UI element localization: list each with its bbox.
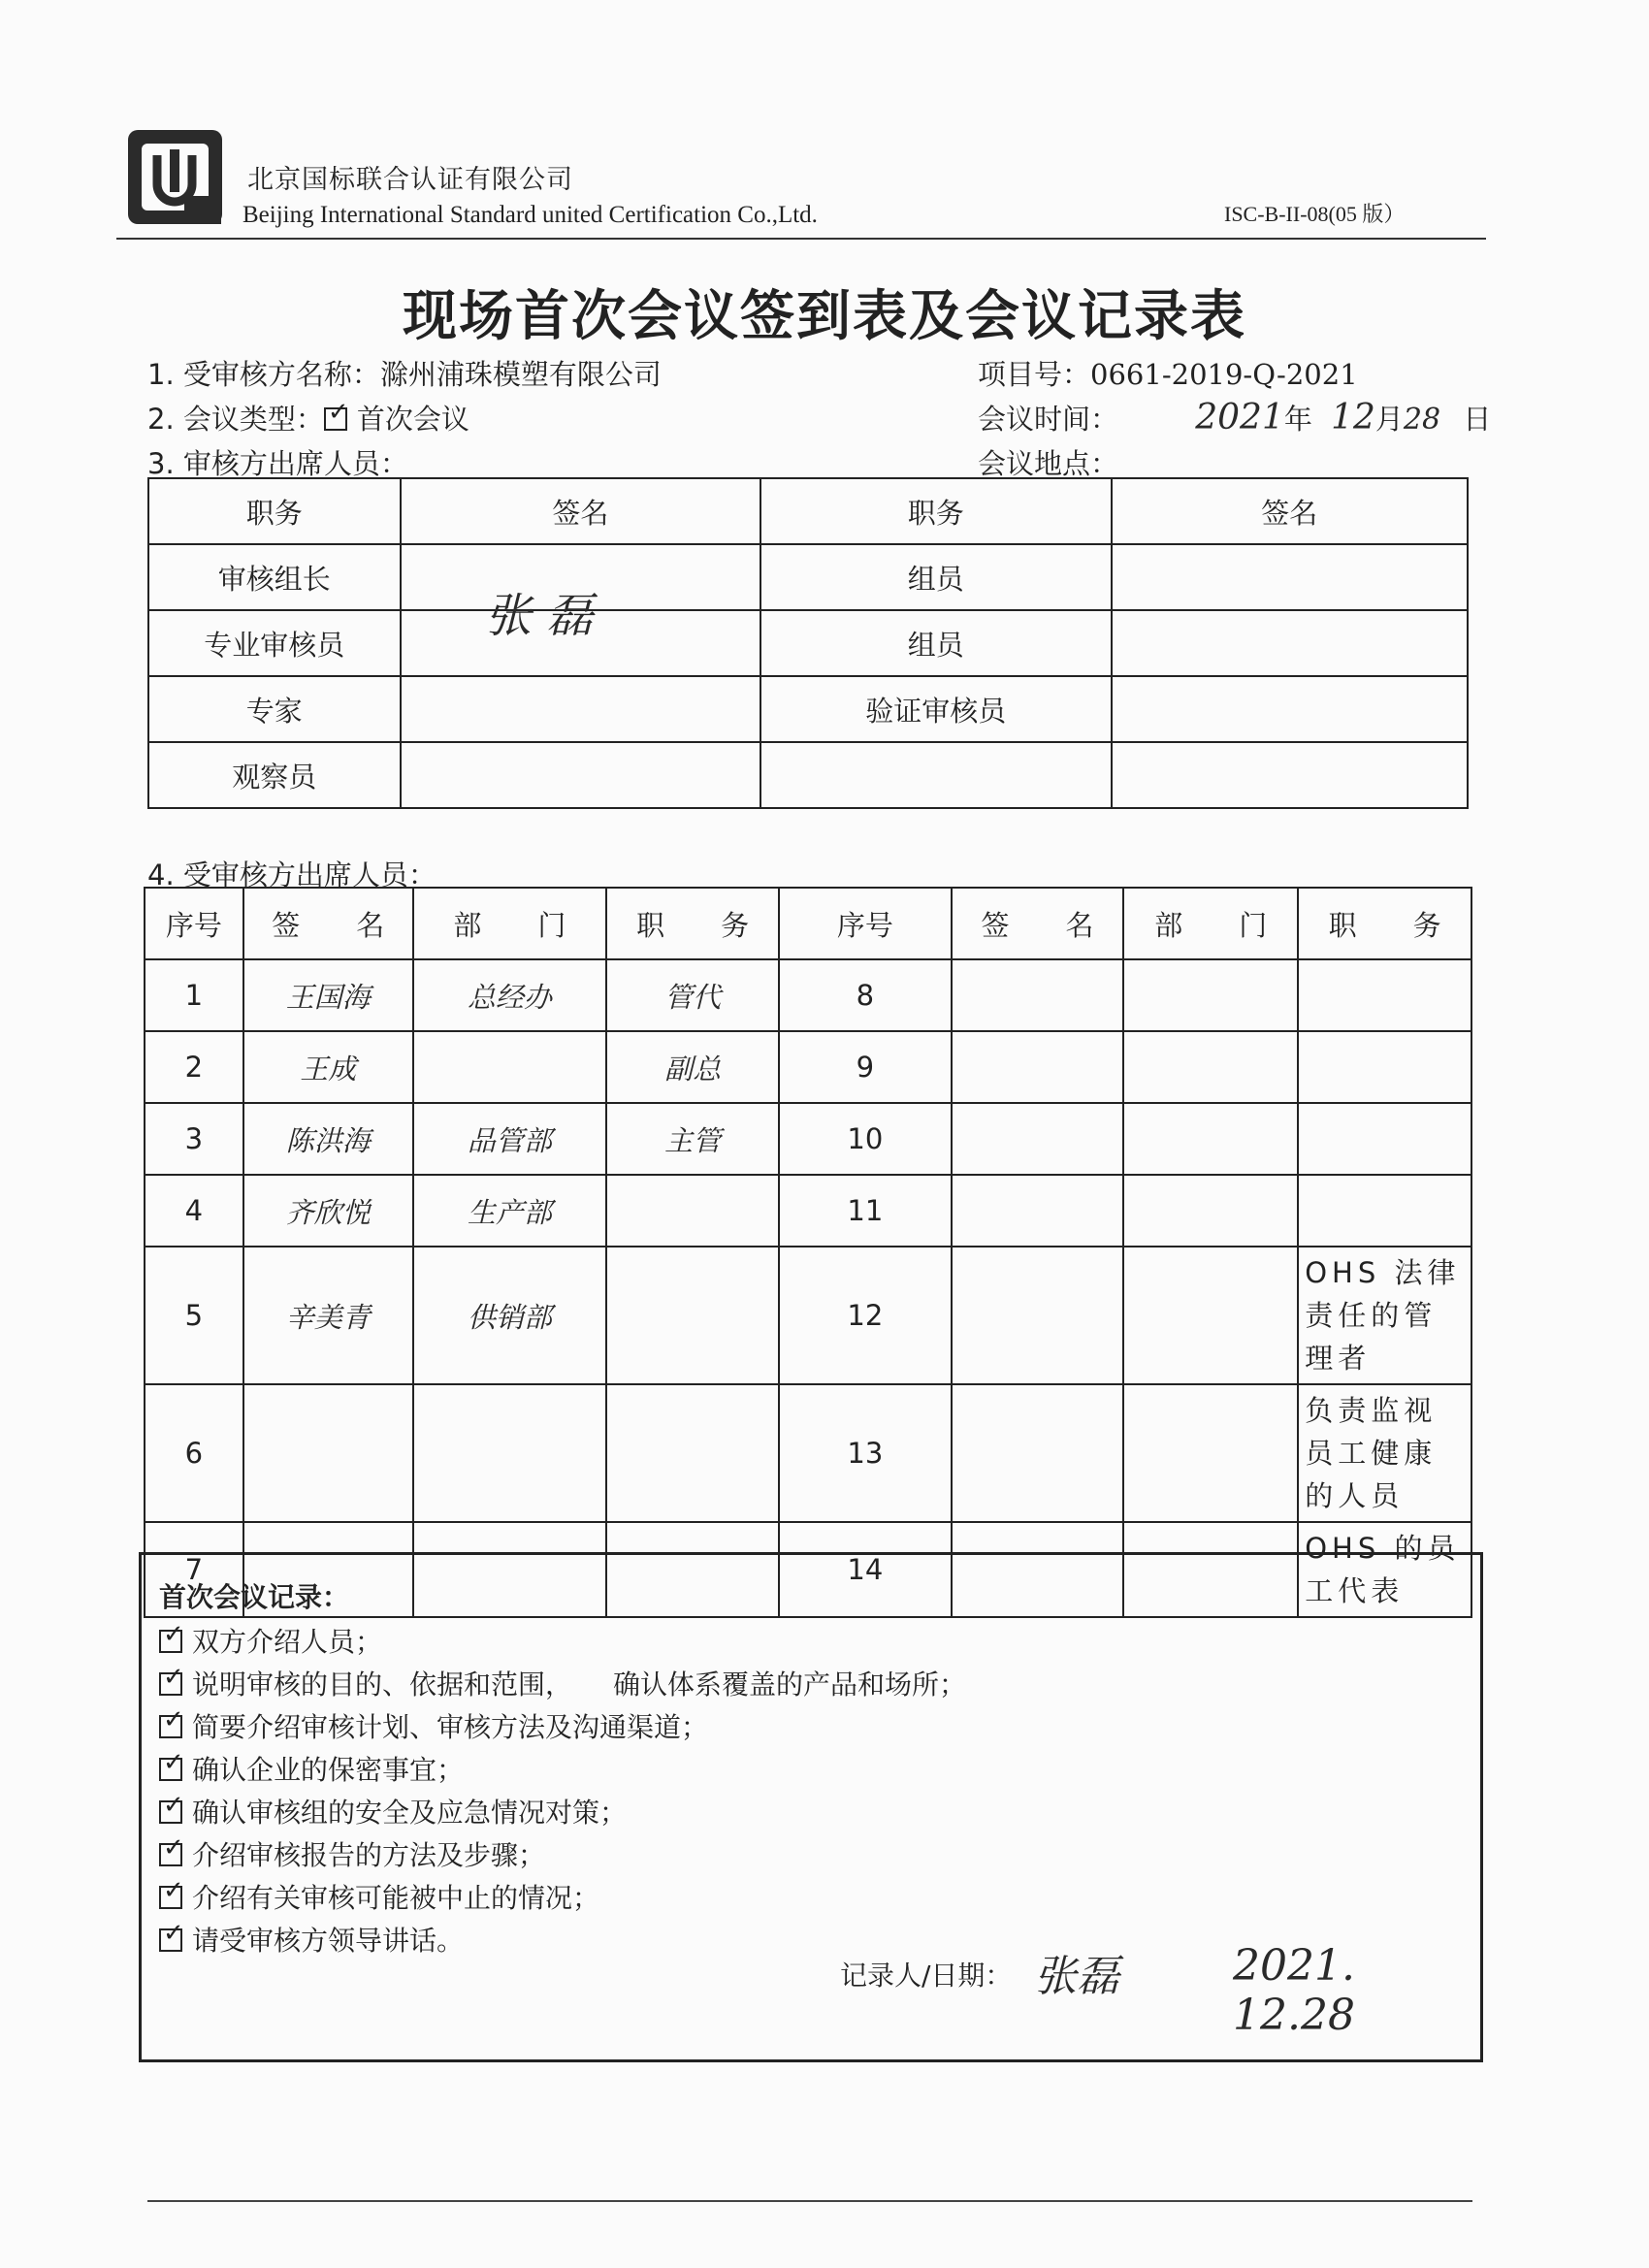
attendee-position xyxy=(606,1384,779,1522)
header-divider xyxy=(116,238,1486,240)
footer-divider xyxy=(147,2200,1472,2202)
minutes-item xyxy=(159,1792,627,1831)
meeting-time-line xyxy=(978,398,1491,437)
auditee-attendance-table xyxy=(144,887,1472,1618)
checkbox-checked-icon xyxy=(159,1800,182,1824)
position-cell xyxy=(1298,959,1471,1031)
row-number: 2 xyxy=(145,1031,243,1103)
empty-cell xyxy=(952,1031,1124,1103)
attendee-position xyxy=(606,1175,779,1247)
company-name-en: Beijing International Standard united Certification Co.,Ltd. xyxy=(242,202,818,228)
position-cell: 负责监视员工健康的人员 xyxy=(1298,1384,1471,1522)
meeting-type-label: 2. 会议类型： xyxy=(147,403,324,436)
empty-cell xyxy=(1123,1247,1298,1384)
header-department: 部 门 xyxy=(413,888,607,959)
day-unit: 日 xyxy=(1463,403,1492,436)
signature-cell xyxy=(1112,742,1468,808)
minutes-item xyxy=(159,1877,599,1916)
header-signature: 签名 xyxy=(401,478,760,544)
attendee-signature: 陈洪海 xyxy=(243,1103,413,1175)
meeting-type-line xyxy=(147,398,469,437)
empty-cell xyxy=(952,959,1124,1031)
role-cell: 观察员 xyxy=(148,742,401,808)
position-cell: OHS 法律责任的管理者 xyxy=(1298,1247,1471,1384)
row-number: 8 xyxy=(779,959,952,1031)
empty-cell xyxy=(952,1103,1124,1175)
checkbox-checked-icon xyxy=(159,1630,182,1653)
role-cell: 专业审核员 xyxy=(148,610,401,676)
empty-cell xyxy=(952,1384,1124,1522)
row-number: 11 xyxy=(779,1175,952,1247)
table-row xyxy=(145,959,1471,1031)
role-cell: 组员 xyxy=(760,544,1111,610)
header-department: 部 门 xyxy=(1123,888,1298,959)
minutes-item-text: 介绍审核报告的方法及步骤； xyxy=(192,1839,546,1871)
position-cell xyxy=(1298,1103,1471,1175)
checkbox-checked-icon xyxy=(159,1758,182,1781)
checkbox-checked-icon xyxy=(159,1715,182,1738)
table-row xyxy=(145,1103,1471,1175)
header-no: 序号 xyxy=(145,888,243,959)
role-cell: 审核组长 xyxy=(148,544,401,610)
attendee-signature: 辛美青 xyxy=(243,1247,413,1384)
minutes-item-text: 请受审核方领导讲话。 xyxy=(192,1925,465,1957)
meeting-type-value: 首次会议 xyxy=(356,403,469,436)
project-number-line xyxy=(978,353,1358,393)
signature-cell xyxy=(1112,610,1468,676)
attendee-position: 副总 xyxy=(606,1031,779,1103)
row-number: 7 xyxy=(145,1522,243,1617)
meeting-time-label: 会议时间： xyxy=(978,403,1119,436)
minutes-item xyxy=(159,1706,708,1745)
row-number: 12 xyxy=(779,1247,952,1384)
attendee-department: 总经办 xyxy=(413,959,607,1031)
role-cell: 验证审核员 xyxy=(760,676,1111,742)
meeting-day: 28 xyxy=(1403,403,1441,437)
row-number: 9 xyxy=(779,1031,952,1103)
meeting-place-label: 会议地点： xyxy=(978,447,1119,480)
role-cell: 专家 xyxy=(148,676,401,742)
attendee-signature: 齐欣悦 xyxy=(243,1175,413,1247)
attendee-signature xyxy=(243,1384,413,1522)
minutes-item xyxy=(159,1749,464,1788)
attendee-position xyxy=(606,1247,779,1384)
attendee-signature: 王国海 xyxy=(243,959,413,1031)
page-title: 现场首次会议签到表及会议记录表 xyxy=(403,285,1246,348)
table-row xyxy=(145,1031,1471,1103)
header-position: 职 务 xyxy=(606,888,779,959)
minutes-item xyxy=(159,1621,382,1660)
header-signature: 签名 xyxy=(1112,478,1468,544)
empty-cell xyxy=(1123,1175,1298,1247)
signature-cell xyxy=(1112,676,1468,742)
row-number: 6 xyxy=(145,1384,243,1522)
position-cell xyxy=(1298,1175,1471,1247)
table-row xyxy=(145,1247,1471,1384)
auditee-name-label: 1. 受审核方名称： xyxy=(147,358,380,391)
checkbox-checked-icon xyxy=(159,1672,182,1696)
empty-cell xyxy=(1123,1384,1298,1522)
header-signature: 签 名 xyxy=(952,888,1124,959)
attendee-department: 供销部 xyxy=(413,1247,607,1384)
auditee-name-line xyxy=(147,353,662,393)
role-cell: 组员 xyxy=(760,610,1111,676)
company-logo xyxy=(124,126,226,228)
checkbox-checked-icon xyxy=(159,1843,182,1866)
signature-cell xyxy=(1112,544,1468,610)
month-unit: 月 xyxy=(1374,403,1404,436)
minutes-item xyxy=(159,1920,464,1959)
auditee-name-value: 滁州浦珠模塑有限公司 xyxy=(379,358,662,391)
checkbox-checked-icon xyxy=(159,1886,182,1909)
position-cell: OHS 的员工代表 xyxy=(1298,1522,1471,1617)
attendee-signature: 王成 xyxy=(243,1031,413,1103)
header-role: 职务 xyxy=(148,478,401,544)
auditor-attendance-table xyxy=(147,477,1469,809)
minutes-item-text: 双方介绍人员； xyxy=(192,1626,383,1658)
attendee-position: 管代 xyxy=(606,959,779,1031)
minutes-item-text: 确认审核组的安全及应急情况对策； xyxy=(192,1797,628,1829)
document-code: ISC-B-II-08(05 版） xyxy=(1224,202,1406,226)
attendee-department: 品管部 xyxy=(413,1103,607,1175)
attendee-department: 生产部 xyxy=(413,1175,607,1247)
recorder-date: 2021. 12.28 xyxy=(1233,1941,1355,2040)
minutes-item xyxy=(159,1664,966,1702)
project-number-label: 项目号： xyxy=(978,358,1091,391)
header-role: 职务 xyxy=(760,478,1111,544)
leader-handwritten-signature: 张 磊 xyxy=(485,589,594,643)
company-name-cn: 北京国标联合认证有限公司 xyxy=(247,165,573,195)
meeting-month: 12 xyxy=(1331,398,1375,437)
checkbox-checked-icon xyxy=(159,1928,182,1952)
meeting-year: 2021 xyxy=(1195,398,1284,437)
minutes-item-text: 简要介绍审核计划、审核方法及沟通渠道； xyxy=(192,1711,709,1743)
minutes-item-text: 说明审核的目的、依据和范围， 确认体系覆盖的产品和场所； xyxy=(192,1669,967,1701)
attendee-position: 主管 xyxy=(606,1103,779,1175)
header-position: 职 务 xyxy=(1298,888,1471,959)
header-no: 序号 xyxy=(779,888,952,959)
empty-cell xyxy=(1123,959,1298,1031)
row-number: 10 xyxy=(779,1103,952,1175)
recorder-date-label: 记录人/日期： xyxy=(840,1960,1013,1992)
meeting-minutes-box xyxy=(139,1552,1483,2062)
table-row xyxy=(145,1384,1471,1522)
project-number-value: 0661-2019-Q-2021 xyxy=(1090,358,1358,391)
role-cell xyxy=(760,742,1111,808)
empty-cell xyxy=(952,1247,1124,1384)
minutes-item-text: 确认企业的保密事宜； xyxy=(192,1754,465,1786)
row-number: 14 xyxy=(779,1522,952,1617)
year-unit: 年 xyxy=(1283,403,1312,436)
empty-cell xyxy=(1123,1103,1298,1175)
minutes-item-text: 介绍有关审核可能被中止的情况； xyxy=(192,1882,600,1914)
auditee-attendees-label: 4. 受审核方出席人员： xyxy=(147,859,436,891)
auditor-attendees-label: 3. 审核方出席人员： xyxy=(147,447,408,480)
recorder-signature: 张磊 xyxy=(1034,1952,1119,2001)
row-number: 13 xyxy=(779,1384,952,1522)
minutes-item xyxy=(159,1834,545,1873)
empty-cell xyxy=(952,1175,1124,1247)
row-number: 4 xyxy=(145,1175,243,1247)
checkbox-checked-icon xyxy=(324,407,347,431)
attendee-department xyxy=(413,1384,607,1522)
row-number: 5 xyxy=(145,1247,243,1384)
empty-cell xyxy=(1123,1031,1298,1103)
signature-cell xyxy=(401,742,760,808)
header-signature: 签 名 xyxy=(243,888,413,959)
row-number: 1 xyxy=(145,959,243,1031)
position-cell xyxy=(1298,1031,1471,1103)
row-number: 3 xyxy=(145,1103,243,1175)
signature-cell xyxy=(401,676,760,742)
table-row xyxy=(145,1175,1471,1247)
minutes-title: 首次会议记录： xyxy=(159,1581,350,1613)
attendee-department xyxy=(413,1031,607,1103)
